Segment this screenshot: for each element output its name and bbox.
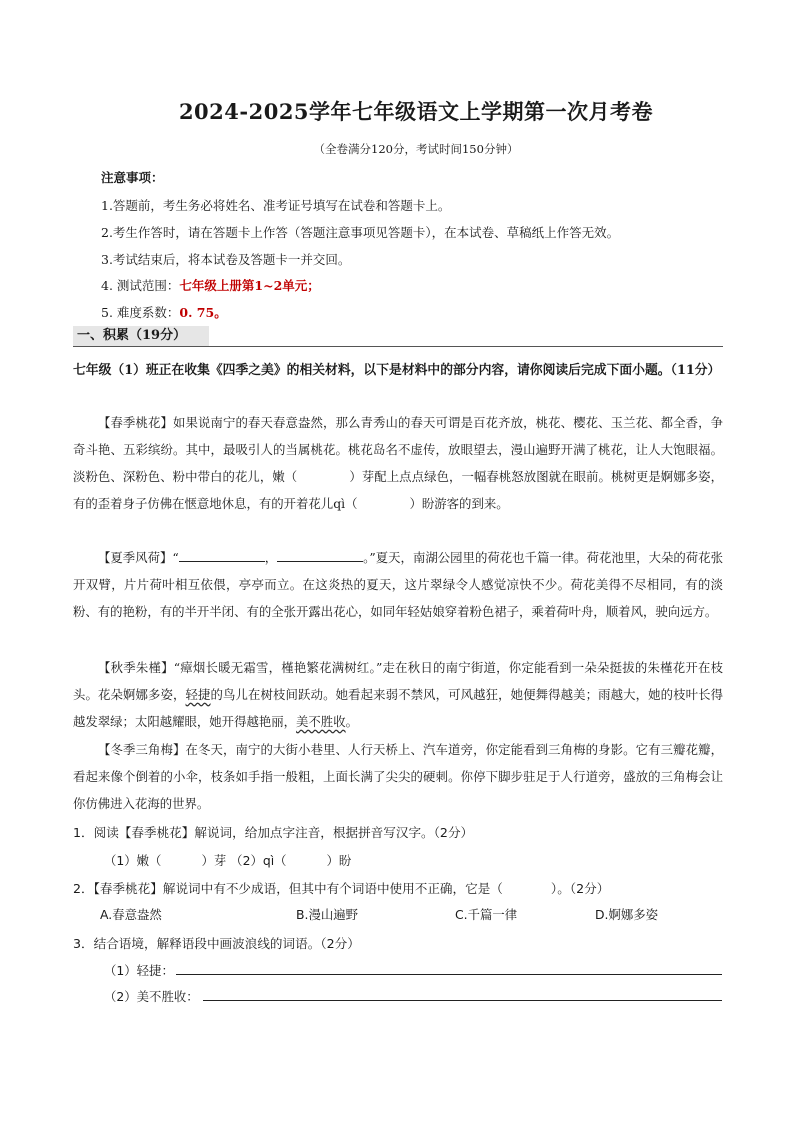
question-1-subitems bbox=[104, 851, 351, 869]
summer-text-2: 。”夏天，南湖公园里的荷花也千篇一律。荷花池里，大朵的荷花张开双臂，片片荷叶相互依偎，亭亭而立。在这炎热的夏天，这片翠绿令人感觉凉快不少。荷花美得不尽相同，有的淡粉、有的艳粉，有的半开半闭、有的全张开露出花心，如同年轻姑娘穿着粉色裙子，乘着荷叶舟，顺着风，驶向远方。 bbox=[73, 550, 723, 619]
spring-text-1: 【春季桃花】如果说南宁的春天春意盎然，那么青秀山的春天可谓是百花齐放，桃花、樱花、玉兰花、都全香，争奇斗艳、五彩缤纷。其中，最吸引人的当属桃花。桃花岛名不虚传，放眼望去，漫山遍野开满了桃花，让人大饱眼福。淡粉色、深粉色、粉中带白的花儿，嫩（ bbox=[73, 415, 723, 484]
paragraph-spring bbox=[73, 409, 723, 517]
summer-text-1: 【夏季风荷】“ bbox=[98, 550, 179, 565]
paragraph-summer bbox=[73, 544, 723, 625]
summer-comma: ， bbox=[264, 550, 278, 565]
q3-sub-1-label: （1）轻捷： bbox=[104, 963, 174, 978]
autumn-text-1: 【秋季朱槿】“瘴烟长暖无霜雪，槿艳繁花满树红。”走在秋日的南宁街道，你定能看到一朵朵挺拔的朱槿花开在枝头。花朵婀娜多姿， bbox=[73, 660, 723, 702]
autumn-text-2: 的鸟儿在树枝间跃动。她看起来弱不禁风，可风越狂，她便舞得越美；雨越大，她的枝叶长得越发翠绿；太阳越耀眼，她开得越艳丽， bbox=[73, 687, 724, 729]
notice-item-5 bbox=[101, 303, 227, 321]
question-3: 3．结合语境，解释语段中画波浪线的词语。（2分） bbox=[73, 936, 360, 951]
notice-item-4 bbox=[101, 276, 320, 294]
paragraph-autumn bbox=[73, 654, 723, 735]
notice-item-2: 2.考生作答时，请在答题卡上作答（答题注意事项见答题卡），在本试卷、草稿纸上作答无效。 bbox=[101, 225, 620, 240]
q3-answer-line-2[interactable] bbox=[203, 1000, 722, 1001]
notice-heading: 注意事项： bbox=[101, 170, 164, 185]
option-c[interactable]: C.千篇一律 bbox=[455, 907, 518, 922]
wavy-word-meibushengshou: 美不胜收 bbox=[296, 714, 346, 729]
notice-item-3: 3.考试结束后，将本试卷及答题卡一并交回。 bbox=[101, 252, 351, 267]
test-scope: 七年级上册第1~2单元； bbox=[179, 278, 320, 293]
option-b[interactable]: B.漫山遍野 bbox=[296, 907, 359, 922]
section-intro: 七年级（1）班正在收集《四季之美》的相关材料，以下是材料中的部分内容，请你阅读后完成下面小题。（11分） bbox=[73, 363, 721, 378]
spring-text-2: ）芽配上点点绿色，一幅春桃怒放图就在眼前。桃树更是婀娜多姿，有的歪着身子仿佛在惬意地休息，有的开着花儿qì（ bbox=[73, 469, 723, 511]
notice-item-1: 1.答题前，考生务必将姓名、准考证号填写在试卷和答题卡上。 bbox=[101, 198, 451, 213]
exam-title: 2024-2025学年七年级语文上学期第一次月考卷 bbox=[178, 99, 654, 124]
notice-item-4-label: 4. 测试范围： bbox=[101, 278, 180, 293]
autumn-text-3: 。 bbox=[345, 714, 358, 729]
q1-sub-c: ）盼 bbox=[326, 853, 352, 868]
notice-item-5-label: 5. 难度系数： bbox=[101, 305, 180, 320]
fill-blank-line[interactable] bbox=[179, 547, 265, 562]
q3-sub-2-label: （2）美不胜收： bbox=[104, 989, 199, 1004]
paragraph-winter: 【冬季三角梅】在冬天，南宁的大街小巷里、人行天桥上、汽车道旁，你定能看到三角梅的身影。它有三瓣花瓣，看起来像个倒着的小伞，枝条如手指一般粗，上面长满了尖尖的硬刺。你停下脚步驻足于人行道旁，盛放的三角梅会让你仿佛进入花海的世界。 bbox=[73, 742, 723, 811]
question-1: 1．阅读【春季桃花】解说词，给加点字注音，根据拼音写汉字。（2分） bbox=[73, 825, 474, 840]
spring-text-3: ）盼游客的到来。 bbox=[409, 496, 509, 511]
q2-text-a: 2．【春季桃花】解说词中有不少成语，但其中有个词语中使用不正确，它是（ bbox=[73, 881, 503, 896]
option-d[interactable]: D.婀娜多姿 bbox=[595, 907, 659, 922]
q2-text-b: ）。（2分） bbox=[550, 881, 610, 896]
option-a[interactable]: A.春意盎然 bbox=[100, 907, 162, 922]
section-heading: 一、积累（19分） bbox=[73, 326, 209, 346]
section-divider bbox=[73, 346, 723, 347]
q1-sub-b: ）芽 （2）qì（ bbox=[201, 853, 287, 868]
q1-sub-a: （1）嫩（ bbox=[104, 853, 162, 868]
q3-answer-line-1[interactable] bbox=[176, 974, 722, 975]
fill-blank-line[interactable] bbox=[277, 547, 363, 562]
question-2 bbox=[73, 878, 609, 897]
difficulty-value: 0. 75。 bbox=[179, 305, 227, 320]
exam-subtitle: （全卷满分120分，考试时间150分钟） bbox=[313, 142, 519, 156]
wavy-word-qingjie: 轻捷 bbox=[185, 687, 211, 702]
